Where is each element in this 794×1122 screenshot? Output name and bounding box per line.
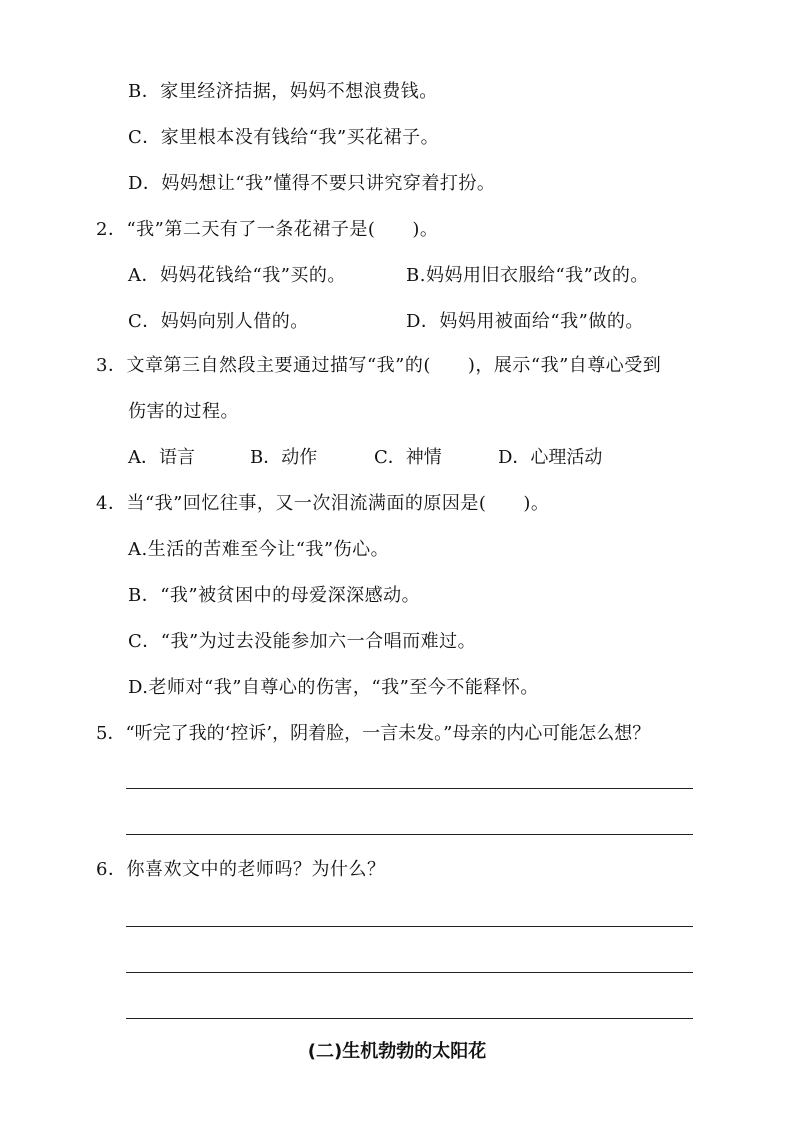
q6-stem: 6．你喜欢文中的老师吗？为什么？ bbox=[96, 859, 386, 880]
q4-stem: 4．当“我”回忆往事，又一次泪流满面的原因是( )。 bbox=[96, 493, 550, 514]
q2-option-a: A．妈妈花钱给“我”买的。 bbox=[128, 265, 346, 286]
q2-option-d: D．妈妈用被面给“我”做的。 bbox=[406, 311, 644, 332]
q2-stem: 2．“我”第二天有了一条花裙子是( )。 bbox=[96, 219, 439, 240]
q1-option-d: D．妈妈想让“我”懂得不要只讲究穿着打扮。 bbox=[128, 173, 496, 194]
q5-stem: 5．“听完了我的‘控诉’，阴着脸，一言未发。”母亲的内心可能怎么想？ bbox=[96, 723, 651, 744]
q2-option-c: C．妈妈向别人借的。 bbox=[128, 311, 309, 332]
q1-option-b: B．家里经济拮据，妈妈不想浪费钱。 bbox=[128, 81, 438, 102]
q5-answer-line-1[interactable] bbox=[126, 788, 693, 789]
q4-option-a: A.生活的苦难至今让“我”伤心。 bbox=[128, 539, 390, 560]
q3-option-b: B．动作 bbox=[250, 447, 318, 468]
q3-stem-line-2: 伤害的过程。 bbox=[128, 401, 239, 422]
q6-answer-line-3[interactable] bbox=[126, 1018, 693, 1019]
q1-option-c: C．家里根本没有钱给“我”买花裙子。 bbox=[128, 127, 440, 148]
q5-answer-line-2[interactable] bbox=[126, 834, 693, 835]
q6-answer-line-2[interactable] bbox=[126, 972, 693, 973]
section-heading: (二)生机勃勃的太阳花 bbox=[307, 1041, 487, 1062]
q2-option-b: B.妈妈用旧衣服给“我”改的。 bbox=[406, 265, 649, 286]
q6-answer-line-1[interactable] bbox=[126, 926, 693, 927]
q3-options bbox=[128, 446, 648, 470]
q4-option-d: D.老师对“我”自尊心的伤害，“我”至今不能释怀。 bbox=[128, 677, 539, 698]
q4-option-c: C．“我”为过去没能参加六一合唱而难过。 bbox=[128, 631, 477, 652]
q3-option-d: D．心理活动 bbox=[498, 447, 603, 468]
q3-option-a: A．语言 bbox=[128, 447, 195, 468]
q4-option-b: B．“我”被贫困中的母爱深深感动。 bbox=[128, 585, 421, 606]
q3-stem-line-1: 3．文章第三自然段主要通过描写“我”的( )，展示“我”自尊心受到 bbox=[96, 355, 662, 376]
q3-option-c: C．神情 bbox=[374, 447, 442, 468]
